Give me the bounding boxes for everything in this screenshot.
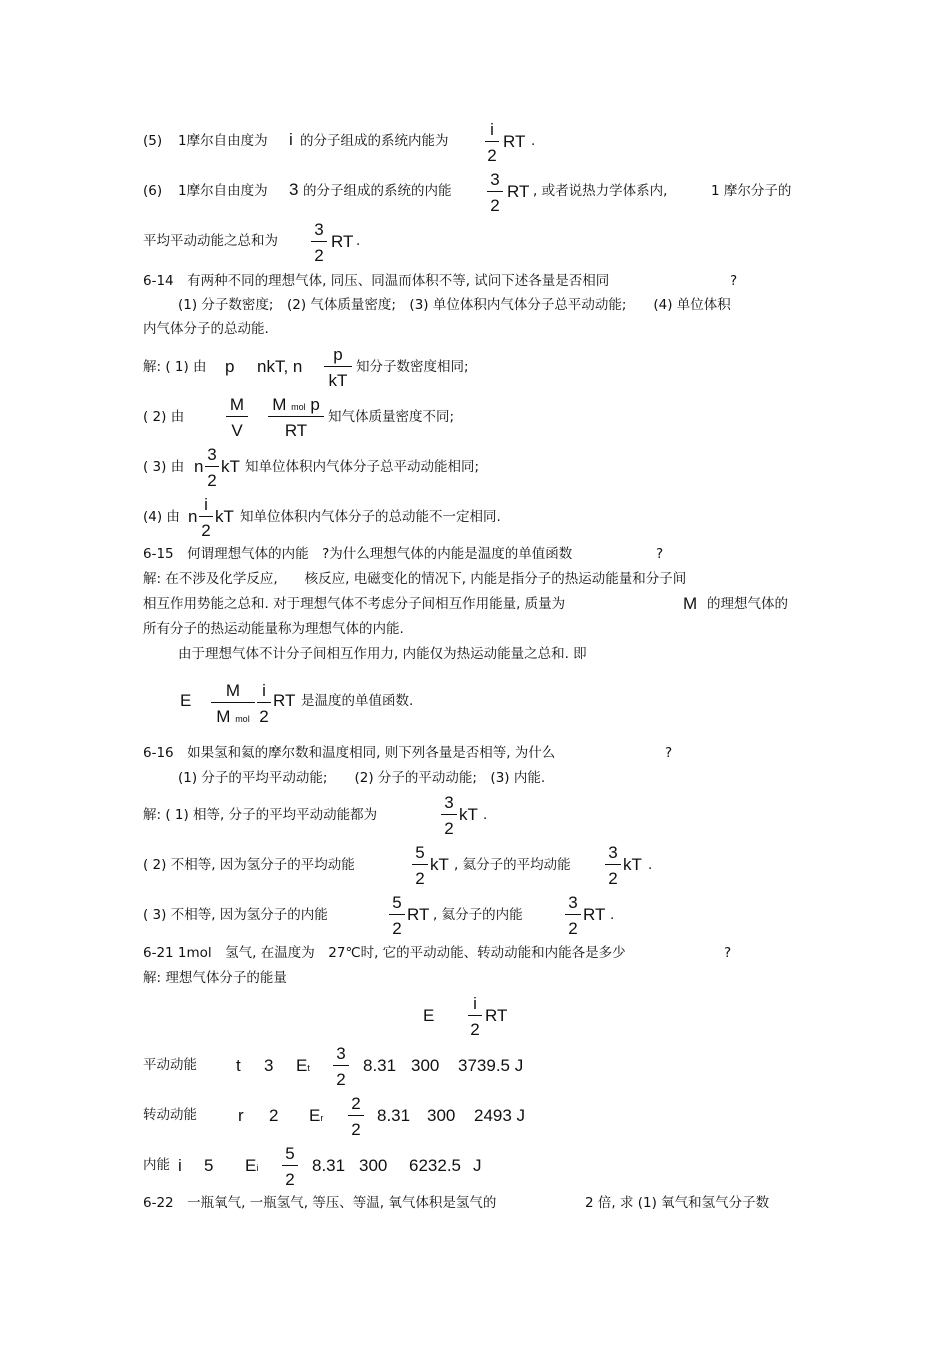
math-value: 6232.5 [409,1156,461,1175]
fraction-bar [468,1015,482,1016]
question-text: 2 倍, 求 (1) 氧气和氢气分子数 [585,1195,770,1211]
math-var: 3 [289,180,299,199]
math-value: 8.31 [363,1056,397,1075]
math-unit: J [473,1156,482,1175]
math-expression: nkT, n [257,357,303,376]
math-value: 300 [427,1106,456,1125]
fraction-bar [565,914,581,915]
period: . [648,857,653,873]
math-expression: kT [215,507,234,526]
question-mark: ? [656,546,664,562]
fraction-numerator: 3 [568,893,578,912]
fraction-denominator: 2 [314,246,324,265]
fraction-bar [211,702,255,703]
fraction-numerator: 5 [415,843,425,862]
item-text: , 或者说热力学体系内, [533,183,668,199]
period: . [483,807,488,823]
fraction-bar [282,1165,298,1166]
fraction-bar [324,366,352,367]
answer-text: 解: ( 1) 由 [143,359,207,375]
math-value: 300 [359,1156,388,1175]
fraction-bar [311,241,327,242]
question-title: 6-15 何谓理想气体的内能 ?为什么理想气体的内能是温度的单值函数 [143,546,573,562]
fraction-numerator: 5 [285,1144,295,1163]
math-value: 5 [204,1156,214,1175]
fraction-bar [348,1115,364,1116]
fraction-numerator: 2 [351,1094,361,1113]
fraction-denominator: 2 [568,919,578,938]
fraction-bar [389,914,405,915]
math-expression: RT [407,905,430,924]
math-expression: kT [221,457,240,476]
fraction-denominator: 2 [415,869,425,888]
answer-text: , 氦分子的平均动能 [454,857,571,873]
math-value: 8.31 [377,1106,411,1125]
fraction-denominator: V [231,421,243,440]
answer-text: 解: 理想气体分子的能量 [143,970,287,986]
answer-text: 知单位体积内气体分子的总动能不一定相同. [240,509,501,525]
fraction-denominator: 2 [201,521,211,540]
math-expression: RT [331,232,354,251]
answer-text: , 氦分子的内能 [433,907,523,923]
fraction-denominator: 2 [285,1170,295,1189]
fraction-bar [257,702,271,703]
item-label: (6) [143,183,163,199]
math-expression: kT [430,855,449,874]
item-text: 的分子组成的系统内能为 [300,133,449,149]
item-text: 1 摩尔分子的 [711,183,792,199]
fraction-bar [412,864,428,865]
math-var: t [236,1056,241,1075]
fraction-denominator: 2 [259,707,269,726]
fraction-bar [226,416,248,417]
item-text: 的分子组成的系统的内能 [303,183,452,199]
math-var: M [683,594,698,613]
answer-text: ( 3) 不相等, 因为氢分子的内能 [143,907,328,923]
math-var: n [194,457,204,476]
answer-text: 由于理想气体不计分子间相互作用力, 内能仅为热运动能量之总和. 即 [178,646,587,662]
question-title: 6-16 如果氢和氦的摩尔数和温度相同, 则下列各量是否相等, 为什么 [143,745,556,761]
fraction-denominator: 2 [351,1120,361,1139]
fraction-denominator: 2 [470,1020,480,1039]
math-var: Er [309,1106,324,1125]
answer-text: 的理想气体的 [707,596,788,612]
fraction-denominator: RT [284,421,308,440]
math-var: r [238,1106,244,1125]
fraction-denominator: 2 [487,146,497,165]
fraction-numerator: 3 [336,1044,346,1063]
answer-text: 相互作用势能之总和. 对于理想气体不考虑分子间相互作用能量, 质量为 [143,596,566,612]
period: . [356,233,361,249]
answer-text: ( 3) 由 [143,459,185,475]
fraction-bar [199,516,213,517]
fraction-numerator: M [229,395,245,414]
fraction-numerator: M mol p [272,395,320,414]
fraction-denominator: 2 [608,869,618,888]
fraction-numerator: i [473,994,477,1013]
question-title: 6-22 一瓶氧气, 一瓶氢气, 等压、等温, 氧气体积是氢气的 [143,1195,497,1211]
question-title: 6-14 有两种不同的理想气体, 同压、同温而体积不等, 试问下述各量是否相同 [143,273,610,289]
item-text: 平均平动动能之总和为 [143,233,278,249]
fraction-numerator: 3 [444,793,454,812]
period: . [531,133,536,149]
item-text: 1摩尔自由度为 [178,133,268,149]
answer-text: 知气体质量密度不同; [328,409,455,425]
math-var: E [180,691,192,710]
answer-text: ( 2) 不相等, 因为氢分子的平均动能 [143,857,355,873]
math-expression: RT [273,691,296,710]
fraction-numerator: i [262,681,266,700]
math-expression: RT [583,905,606,924]
answer-text: 解: 在不涉及化学反应, 核反应, 电磁变化的情况下, 内能是指分子的热运动能量和分子间 [143,571,687,587]
fraction-bar [485,141,499,142]
question-mark: ? [665,745,673,761]
math-var: n [188,507,198,526]
answer-text: 解: ( 1) 相等, 分子的平均平动动能都为 [143,807,378,823]
math-var: Et [296,1056,310,1075]
math-value: 3739.5 J [458,1056,524,1075]
math-expression: kT [459,805,478,824]
math-expression: RT [507,182,530,201]
row-label: 平动动能 [143,1057,197,1073]
fraction-numerator: i [490,120,494,139]
fraction-numerator: M [225,681,241,700]
period: . [610,907,615,923]
fraction-denominator: M mol [216,707,250,726]
question-mark: ? [730,273,738,289]
fraction-numerator: 3 [490,170,500,189]
fraction-numerator: i [204,495,208,514]
math-expression: RT [485,1006,508,1025]
math-var: Ei [245,1156,259,1175]
fraction-denominator: 2 [392,919,402,938]
answer-text: 所有分子的热运动能量称为理想气体的内能. [143,621,404,637]
fraction-bar [487,191,503,192]
question-text: (1) 分子的平均平动动能; (2) 分子的平动动能; (3) 内能. [178,770,546,786]
row-label: 内能 [143,1157,170,1173]
fraction-denominator: 2 [336,1070,346,1089]
math-expression: RT [503,132,526,151]
math-var: p [225,357,235,376]
answer-text: 知单位体积内气体分子总平动动能相同; [245,459,480,475]
math-value: 8.31 [312,1156,346,1175]
fraction-bar [333,1065,349,1066]
answer-text: 知分子数密度相同; [356,359,469,375]
row-label: 转动动能 [143,1107,197,1123]
math-var: i [178,1156,182,1175]
fraction-numerator: 3 [314,220,324,239]
math-value: 300 [411,1056,440,1075]
answer-text: 是温度的单值函数. [301,693,414,709]
question-mark: ? [724,945,732,961]
answer-text: ( 2) 由 [143,409,185,425]
math-value: 2 [269,1106,279,1125]
question-text: 内气体分子的总动能. [143,321,269,337]
math-value: 2493 J [474,1106,526,1125]
fraction-bar [205,466,219,467]
math-var: i [289,130,293,149]
item-text: 1摩尔自由度为 [178,183,268,199]
fraction-bar [268,416,324,417]
fraction-denominator: 2 [490,196,500,215]
fraction-denominator: kT [328,371,348,390]
question-title: 6-21 1mol 氢气, 在温度为 27℃时, 它的平动动能、转动动能和内能各是多少 [143,945,626,961]
fraction-bar [441,814,457,815]
fraction-denominator: 2 [207,471,217,490]
fraction-numerator: 5 [392,893,402,912]
fraction-numerator: 3 [207,445,217,464]
fraction-denominator: 2 [444,819,454,838]
fraction-numerator: 3 [608,843,618,862]
math-expression: kT [623,855,642,874]
fraction-numerator: p [333,345,343,364]
math-var: E [423,1006,435,1025]
question-text: (1) 分子数密度; (2) 气体质量密度; (3) 单位体积内气体分子总平动动能; (4) 单位体积 [178,297,731,313]
math-value: 3 [264,1056,274,1075]
answer-text: (4) 由 [143,509,180,525]
item-label: (5) [143,133,163,149]
fraction-bar [605,864,621,865]
